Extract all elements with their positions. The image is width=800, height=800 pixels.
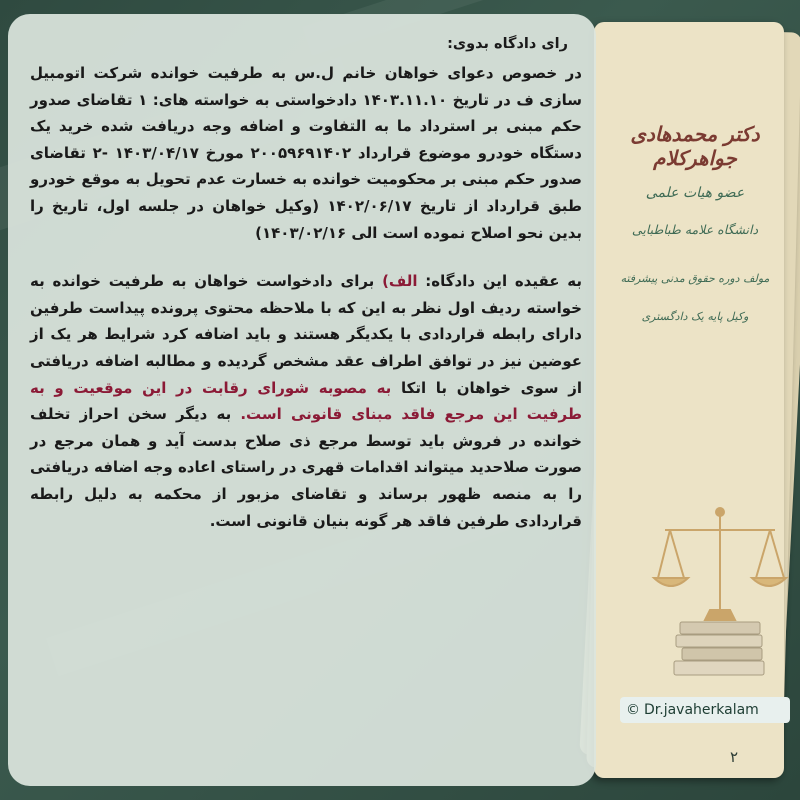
instagram-icon: © [626,702,640,718]
scales-of-justice-icon [650,500,790,690]
ruling-body [30,60,582,534]
paragraph-2-marker: الف) [382,272,418,291]
ruling-paragraph-1: در خصوص دعوای خواهان خانم ل.س به طرفیت خوانده شرکت اتومبیل سازی ف در تاریخ ۱۴۰۳.۱۱.۱۰ دادخواستی به خواسته های: ۱ تقاضای صدور حکم مبنی بر استرداد ما به التفاوت و اضافه وجه دریافت شده خرید یک دستگاه خودرو موضوع قرارداد ۲۰۰۵۹۶۹۱۴۰۲ مورخ ۱۴۰۳/۰۴/۱۷ -۲ تقاضای صدور حکم مبنی بر محکومیت خوانده به خسارت عدم تحویل به موقع خودرو طبق قرارداد از تاریخ ۱۴۰۲/۰۶/۱۷ (وکیل خواهان در جلسه اول، تاریخ را بدین نحو اصلاح نموده است الی ۱۴۰۳/۰۲/۱۶) [30,64,583,242]
author-book: مولف دوره حقوق مدنی پیشرفته [620,272,770,285]
ruling-card [8,14,596,786]
author-lawyer: وکیل پایه یک دادگستری [641,310,749,323]
author-university: دانشگاه علامه طباطبایی [631,222,759,237]
instagram-handle[interactable] [620,697,790,723]
ruling-paragraph-2 [30,268,582,534]
ruling-title: رای دادگاه بدوی: [447,36,568,52]
paragraph-2-intro: به عقیده این دادگاه: [417,272,582,291]
page-number: ۲ [730,748,739,766]
paragraph-2-rest: به دیگر سخن احراز تخلف خوانده در فروش باید توسط مرجع ذی صلاح بدست آید و همان مرجع در صورت صلاحدید میتواند اقدامات قهری در راستای اعاده وجه اضافه دریافتی را به منصه ظهور برساند و تقاضای مزبور از محکمه به دلیل رابطه قراردادی طرفین فاقد هر گونه بنیان قانونی است. [30,405,582,530]
paragraph-2-highlight: به مصوبه شورای رقابت در این موقعیت و به طرفیت این مرجع فاقد مبنای قانونی است. [30,378,583,424]
author-name: دکتر محمدهادی جواهرکلام [630,122,760,170]
author-role: عضو هیات علمی [645,185,745,201]
paragraph-2-main: برای دادخواست خواهان به طرفیت خوانده به خواسته ردیف اول نظر به این که با ملاحظه محتوی پرونده پیداست طرفین دارای رابطه قراردادی با یکدیگر هستند و باید اضافه کرد شرایط هر یک از عوضین نیز در توافق اطراف عقد مشخص گردیده و مطالبه اضافه دریافتی از سوی خواهان با اتکا [30,272,582,397]
instagram-handle-text: Dr.javaherkalam [644,702,759,718]
